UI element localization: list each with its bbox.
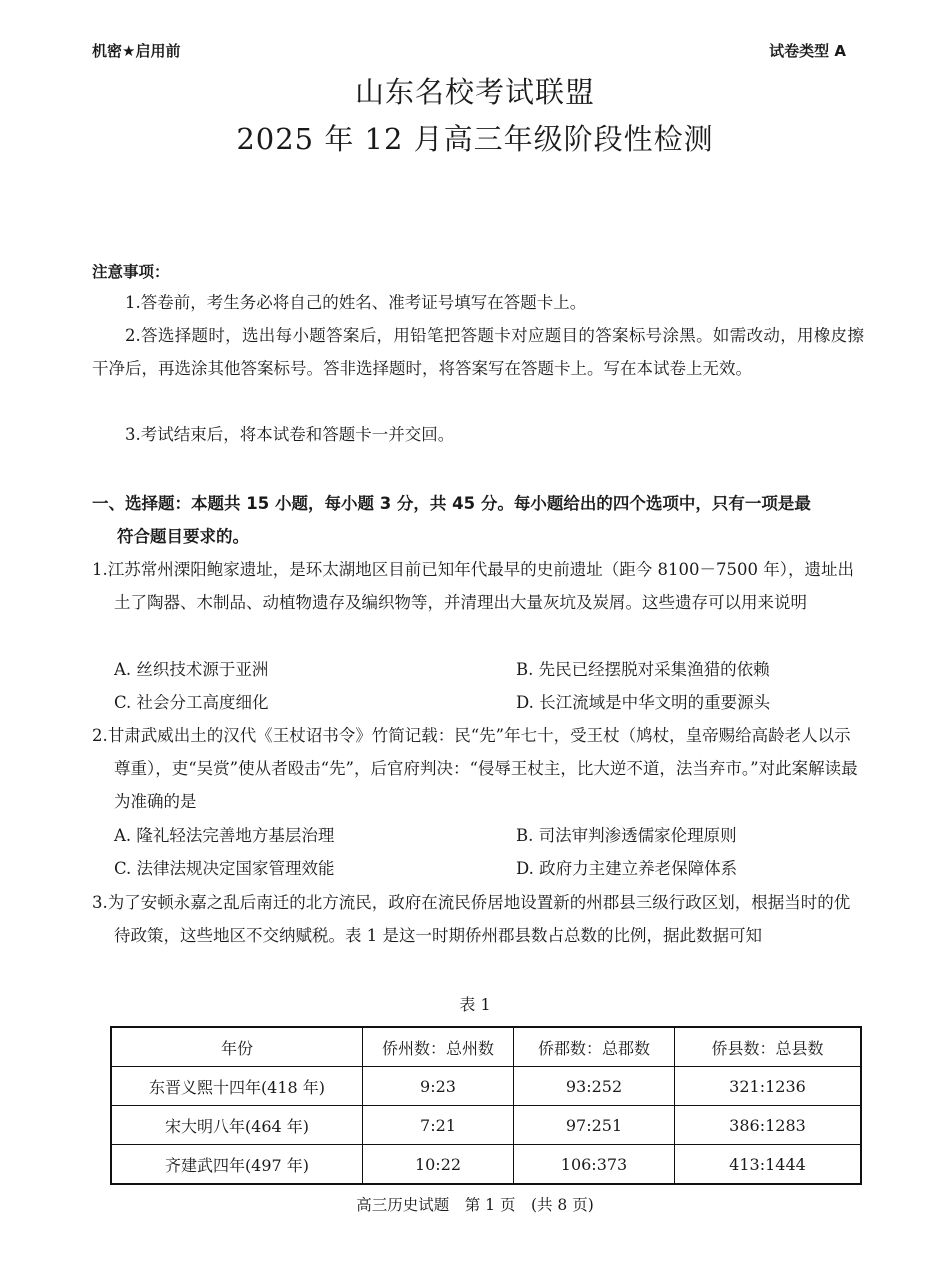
table-header-row [111,1027,861,1067]
question-1-options-row2 [114,686,864,719]
table-cell: 321:1236 [675,1067,862,1106]
page-footer: 高三历史试题 第 1 页 (共 8 页) [356,1196,594,1214]
table-header-prefecture: 侨州数：总州数 [363,1027,514,1067]
table-cell: 10:22 [363,1145,514,1185]
notice-item-3: 3.考试结束后，将本试卷和答题卡一并交回。 [125,425,455,444]
question-1-options-row1 [114,653,864,686]
question-2-options-row1 [114,819,864,852]
table-cell: 7:21 [363,1106,514,1145]
paper-type-label: 试卷类型 A [769,42,846,60]
section-heading [92,487,864,553]
question-1 [92,553,864,619]
table-cell: 齐建武四年(497 年) [111,1145,363,1185]
table-cell: 9:23 [363,1067,514,1106]
question-1-option-d: D. 长江流域是中华文明的重要源头 [516,693,771,712]
section-heading-line2: 符合题目要求的。 [117,527,249,546]
ratio-table [110,1026,862,1185]
confidential-mark: 机密★启用前 [92,42,181,60]
question-2-stem: 2.甘肃武威出土的汉代《王杖诏书令》竹简记载：民“先”年七十，受王杖（鸠杖，皇帝赐给高龄老人以示尊重），吏“吴赏”使从者殴击“先”，后官府判决：“侵辱王杖主，比大逆不道，法当弃市。”对此案解读最为准确的是 [92,726,858,811]
question-3 [92,886,864,952]
question-2-options-row2 [114,852,864,885]
table-cell: 106:373 [514,1145,675,1185]
table-header-year: 年份 [111,1027,363,1067]
exam-title: 2025 年 12 月高三年级阶段性检测 [236,122,714,156]
notice-item-2: 2.答选择题时，选出每小题答案后，用铅笔把答题卡对应题目的答案标号涂黑。如需改动，用橡皮擦干净后，再选涂其他答案标号。答非选择题时，将答案写在答题卡上。写在本试卷上无效。 [92,326,864,378]
table-row [111,1145,861,1185]
section-heading-line1: 一、选择题：本题共 15 小题，每小题 3 分，共 45 分。每小题给出的四个选项中，只有一项是最 [92,494,811,513]
question-2-option-d: D. 政府力主建立养老保障体系 [516,859,738,878]
table-cell: 宋大明八年(464 年) [111,1106,363,1145]
question-1-option-a: A. 丝织技术源于亚洲 [114,660,269,679]
notice-item-1: 1.答卷前，考生务必将自己的姓名、准考证号填写在答题卡上。 [125,293,587,312]
question-3-stem: 3.为了安顿永嘉之乱后南迁的北方流民，政府在流民侨居地设置新的州郡县三级行政区划，根据当时的优待政策，这些地区不交纳赋税。表 1 是这一时期侨州郡县数占总数的比例，据此数据可知 [92,893,851,945]
table-row [111,1067,861,1106]
table-cell: 东晋义熙十四年(418 年) [111,1067,363,1106]
question-2-option-b: B. 司法审判渗透儒家伦理原则 [516,826,737,845]
table-header-commandery: 侨郡数：总郡数 [514,1027,675,1067]
table-cell: 93:252 [514,1067,675,1106]
table-cell: 97:251 [514,1106,675,1145]
question-1-stem: 1.江苏常州溧阳鲍家遗址，是环太湖地区目前已知年代最早的史前遗址（距今 8100－7500 年），遗址出土了陶器、木制品、动植物遗存及编织物等，并清理出大量灰坑及炭屑。这些遗存可以用来说明 [92,560,854,612]
table-cell: 413:1444 [675,1145,862,1185]
question-2 [92,719,864,818]
question-2-option-a: A. 隆礼轻法完善地方基层治理 [114,826,335,845]
question-2-option-c: C. 法律法规决定国家管理效能 [114,859,335,878]
table-row [111,1106,861,1145]
notice-heading: 注意事项： [92,263,170,281]
exam-organizer-title: 山东名校考试联盟 [354,75,595,109]
table-caption: 表 1 [459,995,491,1014]
question-1-option-c: C. 社会分工高度细化 [114,693,269,712]
table-cell: 386:1283 [675,1106,862,1145]
table-header-county: 侨县数：总县数 [675,1027,862,1067]
question-1-option-b: B. 先民已经摆脱对采集渔猎的依赖 [516,660,770,679]
